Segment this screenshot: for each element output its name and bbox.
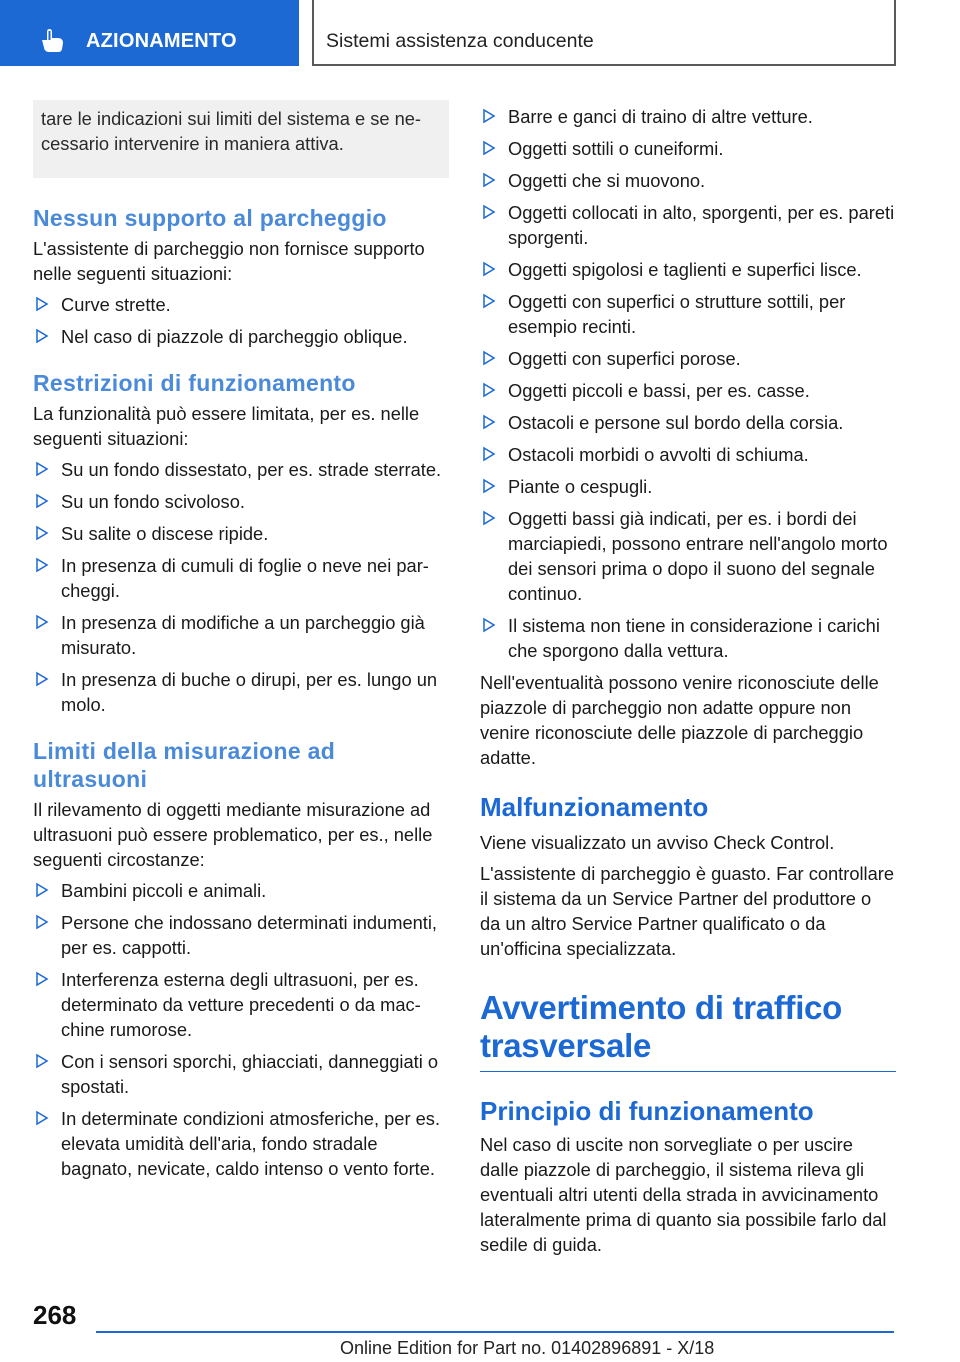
- header-right-border: [894, 0, 896, 66]
- triangle-bullet-icon: [35, 1110, 49, 1126]
- list-item: Il sistema non tiene in considerazione i carichi che sporgono dalla vettura.: [480, 613, 896, 663]
- triangle-bullet-icon: [482, 414, 496, 430]
- triangle-bullet-icon: [482, 172, 496, 188]
- malfunction-text-1: Viene visualizzato un avviso Check Control.: [480, 832, 835, 853]
- triangle-bullet-icon: [482, 108, 496, 124]
- restrictions-list: [33, 457, 449, 717]
- triangle-bullet-icon: [35, 328, 49, 344]
- triangle-bullet-icon: [35, 525, 49, 541]
- triangle-bullet-icon: [482, 261, 496, 277]
- list-item: In presenza di buche o dirupi, per es. lungo un molo.: [33, 667, 449, 717]
- footer-edition: Online Edition for Part no. 01402896891 - X/18: [340, 1338, 715, 1358]
- list-item: Oggetti piccoli e bassi, per es. casse.: [480, 378, 896, 403]
- triangle-bullet-icon: [35, 1053, 49, 1069]
- note-box: [33, 100, 449, 178]
- section-label: AZIONAMENTO: [86, 30, 237, 52]
- triangle-bullet-icon: [35, 614, 49, 630]
- steering-hand-icon: [38, 26, 66, 54]
- list-item: Su un fondo dissestato, per es. strade sterrate.: [33, 457, 449, 482]
- section-tab[interactable]: [0, 0, 299, 66]
- list-item: Oggetti collocati in alto, sporgenti, per es. pareti sporgenti.: [480, 200, 896, 250]
- triangle-bullet-icon: [482, 617, 496, 633]
- list-item: In presenza di cumuli di foglie o neve nei parcheggi.: [33, 553, 449, 603]
- triangle-bullet-icon: [35, 914, 49, 930]
- list-item: Piante o cespugli.: [480, 474, 896, 499]
- list-item: Oggetti spigolosi e taglienti e superfici lisce.: [480, 257, 896, 282]
- triangle-bullet-icon: [35, 296, 49, 312]
- list-item: Oggetti che si muovono.: [480, 168, 896, 193]
- list-item: Oggetti bassi già indicati, per es. i bordi dei marciapiedi, possono entrare nell'angolo morto dei sensori prima o dopo il suono del segnale continuo.: [480, 506, 896, 606]
- restrictions-intro: La funzionalità può essere limitata, per es. nelle seguenti situazioni:: [33, 403, 420, 449]
- page-number: 268: [33, 1300, 77, 1330]
- triangle-bullet-icon: [482, 478, 496, 494]
- heading-malfunction: Malfunzionamento: [480, 792, 709, 822]
- list-item: Su un fondo scivoloso.: [33, 489, 449, 514]
- triangle-bullet-icon: [482, 446, 496, 462]
- list-item: Ostacoli e persone sul bordo della corsia.: [480, 410, 896, 435]
- malfunction-text-2: L'assistente di parcheggio è guasto. Far controllare il sistema da un Service Partner del produttore o da un altro Service Partner qualificato o da un'officina specializzata.: [480, 863, 895, 959]
- triangle-bullet-icon: [35, 493, 49, 509]
- right-column: [480, 100, 896, 1263]
- chapter-title: Sistemi assistenza conducente: [326, 30, 594, 52]
- list-item: Barre e ganci di traino di altre vetture.: [480, 104, 896, 129]
- heading-restrictions: Restrizioni di funzionamento: [33, 370, 356, 396]
- triangle-bullet-icon: [482, 204, 496, 220]
- principle-text: Nel caso di uscite non sorvegliate o per uscire dalle piazzole di parcheggio, il sistema rileva gli eventuali altri utenti della strada in avvicinamento lateralmente prima di quanto sia possibile farlo dal sedile di guida.: [480, 1134, 887, 1255]
- ultrasound-list: [33, 878, 449, 1181]
- footer-line: [96, 1331, 894, 1333]
- header-divider: [312, 0, 314, 66]
- list-item: Nel caso di piazzole di parcheggio oblique.: [33, 324, 449, 349]
- triangle-bullet-icon: [35, 461, 49, 477]
- triangle-bullet-icon: [35, 971, 49, 987]
- list-item: In presenza di modifiche a un parcheggio già misurato.: [33, 610, 449, 660]
- triangle-bullet-icon: [35, 557, 49, 573]
- triangle-bullet-icon: [482, 350, 496, 366]
- after-list-text: Nell'eventualità possono venire riconosciute delle piazzole di parcheggio non adatte oppure non venire riconosciute delle piazzole di parcheggio adatte.: [480, 672, 879, 768]
- heading-principle: Principio di funzionamento: [480, 1096, 814, 1126]
- list-item: Con i sensori sporchi, ghiacciati, danneggiati o spostati.: [33, 1049, 449, 1099]
- triangle-bullet-icon: [35, 882, 49, 898]
- no-support-list: [33, 292, 449, 349]
- heading-no-support: Nessun supporto al parcheggio: [33, 205, 387, 231]
- page-header: [0, 0, 960, 66]
- heading-ultrasound: Limiti della misurazione ad ultrasuoni: [33, 738, 336, 792]
- objects-list: [480, 104, 896, 663]
- triangle-bullet-icon: [482, 382, 496, 398]
- triangle-bullet-icon: [482, 140, 496, 156]
- list-item: Ostacoli morbidi o avvolti di schiuma.: [480, 442, 896, 467]
- header-underline: [312, 64, 895, 66]
- note-text: tare le indicazioni sui limiti del sistema e se necessario intervenire in maniera attiva.: [41, 108, 422, 154]
- ultrasound-intro: Il rilevamento di oggetti mediante misurazione ad ultrasuoni può essere problematico, per es., nelle seguenti circostanze:: [33, 799, 433, 870]
- left-column: [33, 100, 449, 1188]
- list-item: Su salite o discese ripide.: [33, 521, 449, 546]
- list-item: Interferenza esterna degli ultrasuoni, per es. determinato da vetture precedenti o da macchine rumorose.: [33, 967, 449, 1042]
- list-item: Persone che indossano determinati indumenti, per es. cappotti.: [33, 910, 449, 960]
- triangle-bullet-icon: [482, 293, 496, 309]
- no-support-intro: L'assistente di parcheggio non fornisce supporto nelle seguenti situazioni:: [33, 238, 425, 284]
- list-item: Curve strette.: [33, 292, 449, 317]
- list-item: Bambini piccoli e animali.: [33, 878, 449, 903]
- list-item: Oggetti sottili o cuneiformi.: [480, 136, 896, 161]
- list-item: Oggetti con superfici porose.: [480, 346, 896, 371]
- triangle-bullet-icon: [35, 671, 49, 687]
- list-item: Oggetti con superfici o strutture sottili, per esempio recinti.: [480, 289, 896, 339]
- triangle-bullet-icon: [482, 510, 496, 526]
- heading-cross-traffic: Avvertimento di traffico trasversale: [480, 989, 896, 1072]
- list-item: In determinate condizioni atmosferiche, per es. elevata umidità dell'aria, fondo stradale bagnato, nevicate, caldo intenso o vento forte.: [33, 1106, 449, 1181]
